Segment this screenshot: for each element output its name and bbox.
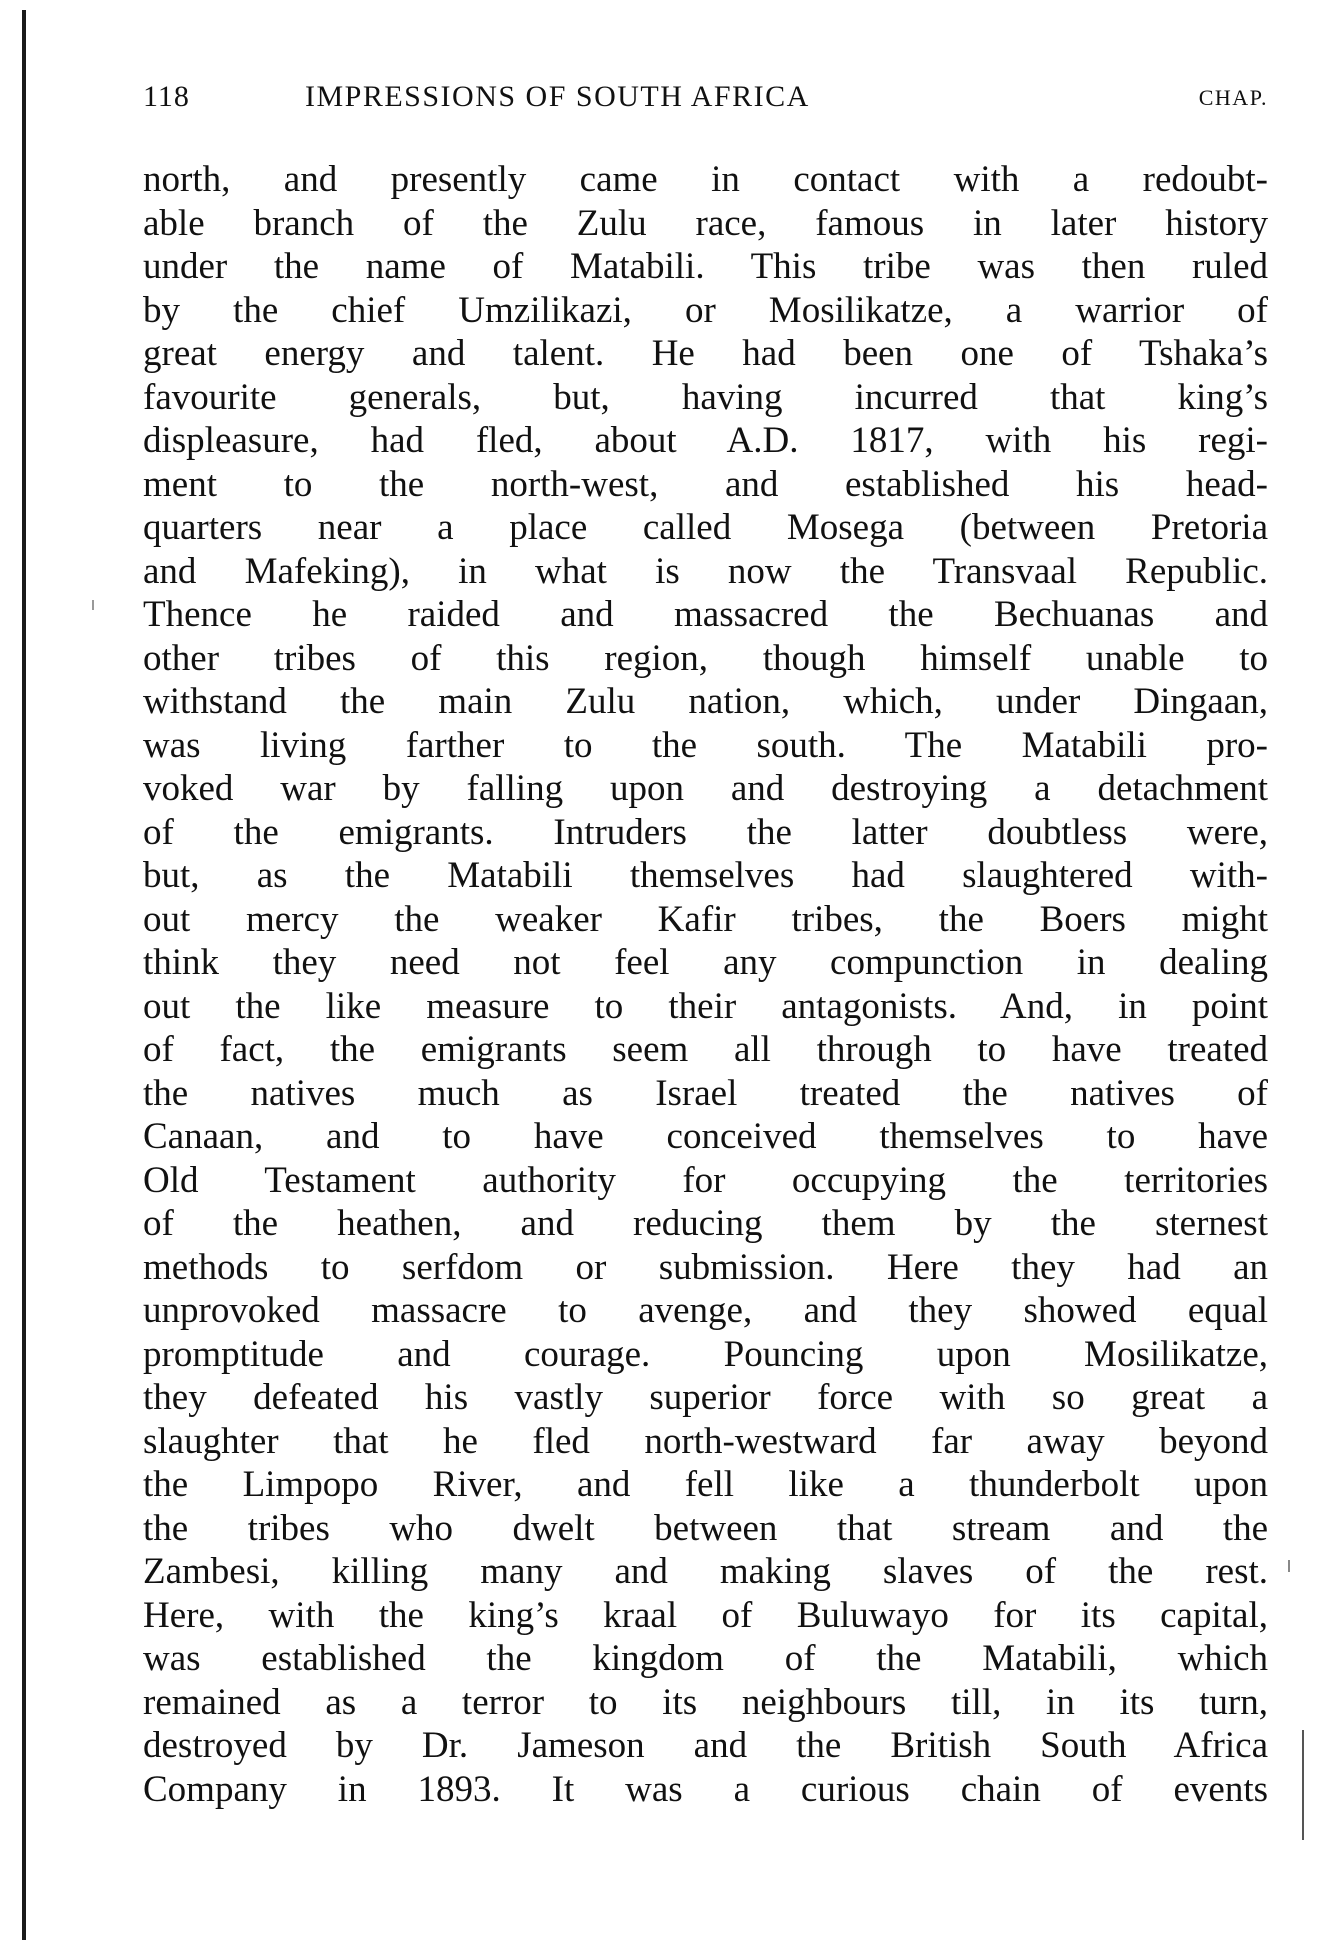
- text-line: Here, with the king’s kraal of Buluwayo for its capital,: [143, 1594, 1268, 1636]
- text-line: voked war by falling upon and destroying a detachment: [143, 768, 1268, 809]
- scan-artifact: [1302, 1730, 1304, 1840]
- text-line: was living farther to the south. The Matabili pro-: [143, 724, 1268, 766]
- text-line: under the name of Matabili. This tribe was then ruled: [143, 246, 1268, 287]
- page-number: 118: [143, 80, 190, 113]
- text-line: quarters near a place called Mosega (between Pretoria: [143, 507, 1268, 548]
- text-line: the Limpopo River, and fell like a thunderbolt upon: [143, 1464, 1268, 1505]
- text-line: Thence he raided and massacred the Bechuanas and: [143, 594, 1268, 635]
- page-header: [143, 80, 1268, 124]
- text-line: was established the kingdom of the Matabili, which: [143, 1638, 1268, 1679]
- text-line: of the heathen, and reducing them by the sternest: [143, 1203, 1268, 1244]
- text-line: destroyed by Dr. Jameson and the British South Africa: [143, 1725, 1268, 1766]
- text-line: promptitude and courage. Pouncing upon Mosilikatze,: [143, 1333, 1268, 1375]
- text-line: remained as a terror to its neighbours till, in its turn,: [143, 1681, 1268, 1723]
- text-line: displeasure, had fled, about A.D. 1817, with his regi-: [143, 420, 1268, 461]
- binding-edge: [22, 10, 26, 1940]
- text-line: favourite generals, but, having incurred that king’s: [143, 376, 1268, 418]
- text-line: other tribes of this region, though himself unable to: [143, 637, 1268, 679]
- text-line: but, as the Matabili themselves had slaughtered with-: [143, 855, 1268, 896]
- text-line: out the like measure to their antagonists. And, in point: [143, 985, 1268, 1027]
- text-line: Zambesi, killing many and making slaves of the rest.: [143, 1551, 1268, 1592]
- text-line: ment to the north-west, and established his head-: [143, 463, 1268, 505]
- text-line: think they need not feel any compunction in dealing: [143, 942, 1268, 983]
- text-line: withstand the main Zulu nation, which, under Dingaan,: [143, 681, 1268, 722]
- text-line: great energy and talent. He had been one of Tshaka’s: [143, 333, 1268, 374]
- text-line: Canaan, and to have conceived themselves to have: [143, 1116, 1268, 1157]
- chapter-label: CHAP.: [1198, 85, 1268, 110]
- text-line: of the emigrants. Intruders the latter doubtless were,: [143, 811, 1268, 853]
- text-line: and Mafeking), in what is now the Transvaal Republic.: [143, 550, 1268, 592]
- text-line: methods to serfdom or submission. Here they had an: [143, 1246, 1268, 1288]
- text-line: out mercy the weaker Kafir tribes, the Boers might: [143, 898, 1268, 940]
- scan-artifact: [92, 600, 94, 610]
- text-line: by the chief Umzilikazi, or Mosilikatze, a warrior of: [143, 289, 1268, 331]
- running-title: IMPRESSIONS OF SOUTH AFRICA: [305, 80, 810, 113]
- text-line: Company in 1893. It was a curious chain of events: [143, 1768, 1268, 1810]
- text-line: Old Testament authority for occupying the territories: [143, 1159, 1268, 1201]
- text-line: the natives much as Israel treated the natives of: [143, 1072, 1268, 1114]
- body-text: [143, 158, 1268, 1811]
- text-line: the tribes who dwelt between that stream and the: [143, 1507, 1268, 1549]
- text-line: unprovoked massacre to avenge, and they showed equal: [143, 1290, 1268, 1331]
- text-line: able branch of the Zulu race, famous in later history: [143, 202, 1268, 244]
- text-line: north, and presently came in contact with a redoubt-: [143, 159, 1268, 200]
- text-line: they defeated his vastly superior force with so great a: [143, 1377, 1268, 1418]
- text-line: slaughter that he fled north-westward far away beyond: [143, 1420, 1268, 1462]
- scan-artifact: [1288, 1560, 1290, 1572]
- text-line: of fact, the emigrants seem all through to have treated: [143, 1029, 1268, 1070]
